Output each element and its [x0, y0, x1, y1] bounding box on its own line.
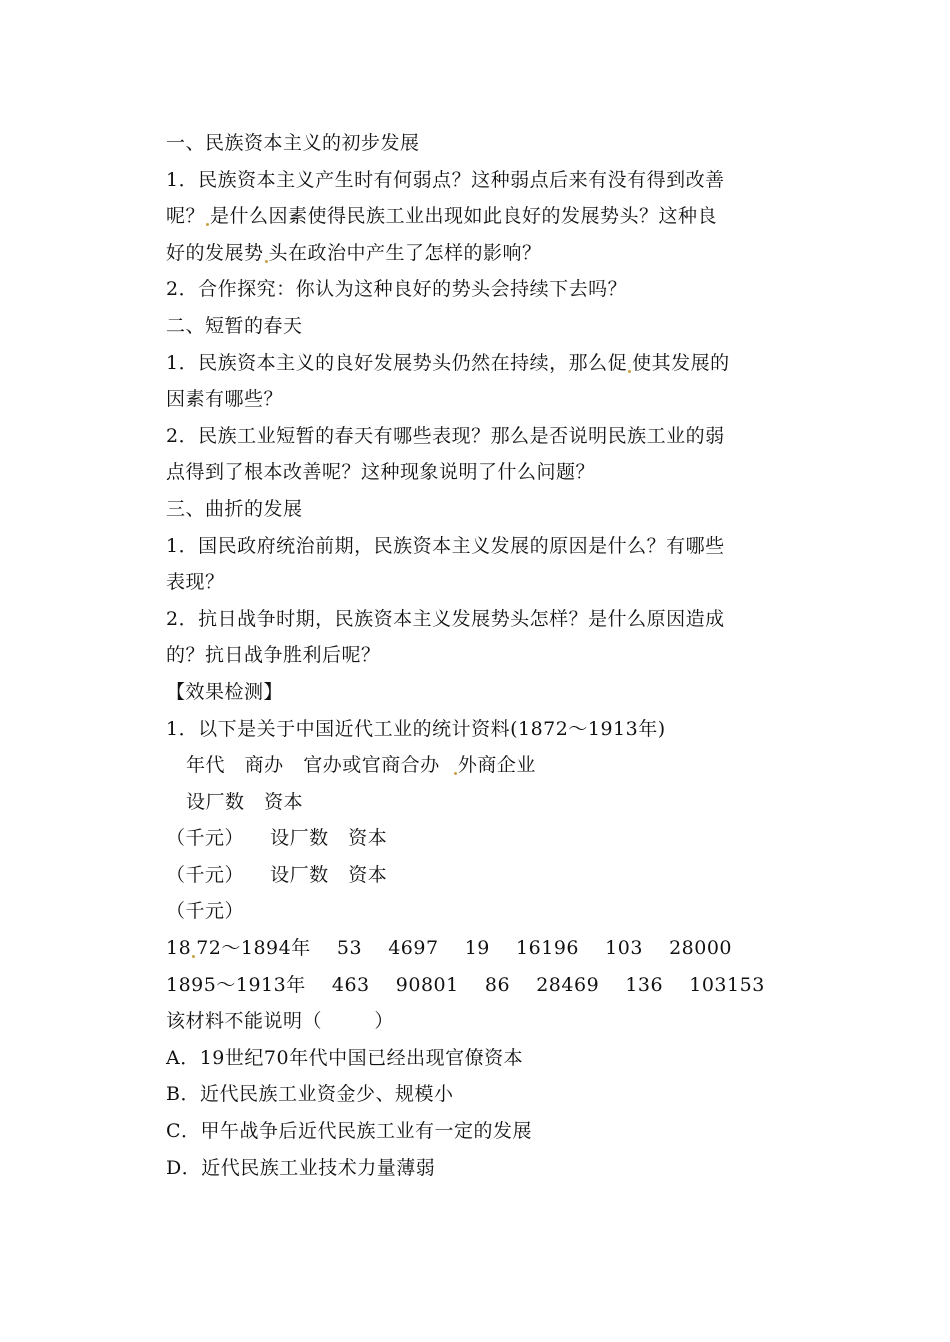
option-b: B．近代民族工业资金少、规模小: [166, 1083, 454, 1106]
option-c: C．甲午战争后近代民族工业有一定的发展: [166, 1120, 533, 1143]
speck-mark: [192, 955, 195, 958]
table-data-row1: [166, 930, 746, 967]
speck-mark: [265, 260, 268, 263]
section2-question1-line2: 因素有哪些？: [166, 388, 284, 411]
section2-heading: 二、短暂的春天: [166, 314, 303, 337]
table-header-row3: （千元） 设厂数 资本: [166, 827, 388, 850]
section3-question1-line2: 表现？: [166, 571, 225, 594]
text-fragment: 1．民族资本主义的良好发展势头仍然在持续，那么促: [166, 351, 628, 374]
option-a: A．19世纪70年代中国已经出现官僚资本: [166, 1046, 524, 1069]
document-body: [166, 125, 765, 1186]
text-fragment: 是什么因素使得民族工业出现如此良好的发展势头？这种良: [210, 205, 718, 228]
section1-heading: 一、民族资本主义的初步发展: [166, 132, 420, 154]
table-header-row5: （千元）: [166, 900, 245, 923]
section1-question1-line1: 1．民族资本主义产生时有何弱点？这种弱点后来有没有得到改善: [166, 168, 725, 191]
text-fragment: 好的发展势: [166, 241, 264, 264]
section2-question2-line1: 2．民族工业短暂的春天有哪些表现？那么是否说明民族工业的弱: [166, 424, 725, 447]
test-question1: 1．以下是关于中国近代工业的统计资料(1872～1913年): [166, 717, 666, 740]
section2-question1-line1: [166, 345, 746, 382]
text-fragment: 呢？: [166, 205, 206, 228]
section1-question1-line2: [166, 198, 746, 235]
test-prompt: 该材料不能说明（ ）: [166, 1010, 394, 1033]
section3-question1-line1: 1．国民政府统治前期，民族资本主义发展的原因是什么？有哪些: [166, 534, 725, 557]
text-fragment: 72～1894年 53 4697 19 16196 103 28000: [196, 937, 733, 960]
table-data-row2: 1895～1913年 463 90801 86 28469 136 103153: [166, 973, 765, 996]
text-fragment: 年代 商办 官办或官商合办: [186, 754, 453, 777]
speck-mark: [628, 370, 631, 373]
speck-mark: [454, 772, 457, 775]
text-fragment: 使其发展的: [632, 351, 730, 374]
text-fragment: 头在政治中产生了怎样的影响？: [268, 241, 542, 264]
section3-question2-line1: 2．抗日战争时期，民族资本主义发展势头怎样？是什么原因造成: [166, 607, 725, 630]
speck-mark: [206, 223, 209, 226]
section3-question2-line2: 的？抗日战争胜利后呢？: [166, 644, 381, 667]
text-fragment: 18: [166, 937, 192, 960]
table-header-row1: [166, 747, 746, 784]
table-header-row2: 设厂数 资本: [186, 790, 304, 813]
option-d: D．近代民族工业技术力量薄弱: [166, 1156, 436, 1179]
section1-question2: 2．合作探究：你认为这种良好的势头会持续下去吗？: [166, 278, 628, 301]
table-header-row4: （千元） 设厂数 资本: [166, 863, 388, 886]
section3-heading: 三、曲折的发展: [166, 497, 303, 520]
section1-question1-line3: [166, 235, 746, 272]
text-fragment: 外商企业: [457, 754, 536, 777]
test-heading: 【效果检测】: [166, 680, 284, 703]
section2-question2-line2: 点得到了根本改善呢？这种现象说明了什么问题？: [166, 461, 596, 484]
